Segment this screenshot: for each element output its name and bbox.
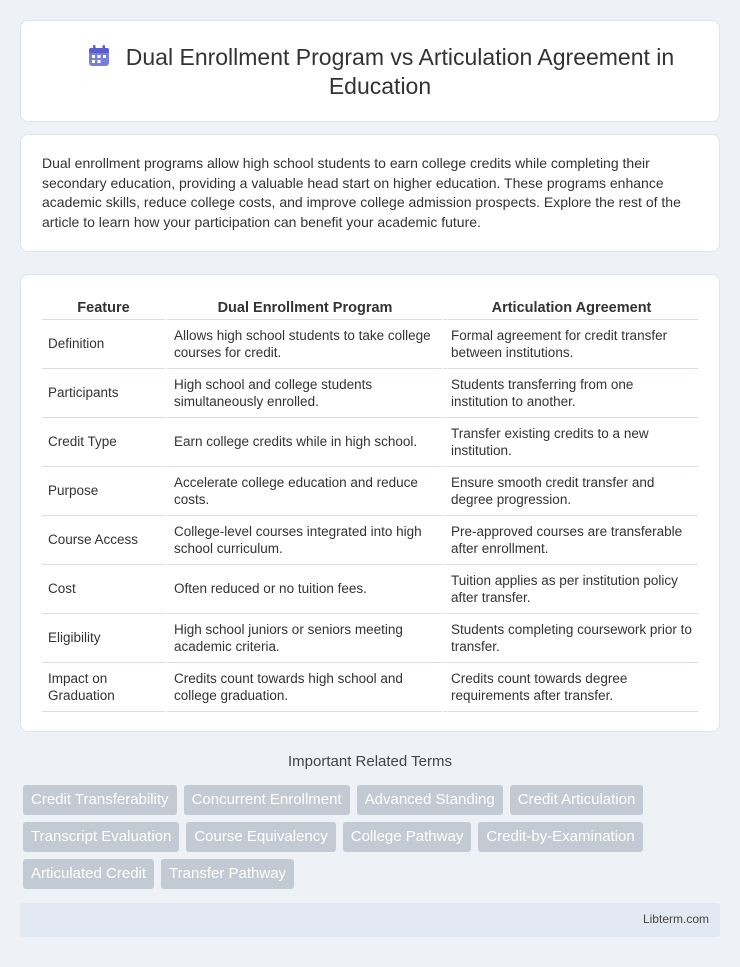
dual-enrollment-cell: College-level courses integrated into high school curriculum. xyxy=(165,516,442,565)
table-row xyxy=(42,320,698,369)
articulation-cell: Formal agreement for credit transfer between institutions. xyxy=(442,320,698,369)
header-dual-enrollment: Dual Enrollment Program xyxy=(165,296,442,320)
table-row xyxy=(42,565,698,614)
related-term-tag[interactable]: College Pathway xyxy=(343,822,472,852)
articulation-cell: Transfer existing credits to a new institution. xyxy=(442,418,698,467)
feature-cell: Credit Type xyxy=(42,418,165,467)
dual-enrollment-cell: Often reduced or no tuition fees. xyxy=(165,565,442,614)
comparison-table xyxy=(42,296,698,712)
feature-cell: Course Access xyxy=(42,516,165,565)
intro-text: Dual enrollment programs allow high school students to earn college credits while completing their secondary education, providing a valuable head start on higher education. These programs enhance academic skills, reduce college costs, and improve college admission prospects. Explore the rest of the article to learn how your participation can benefit your academic future. xyxy=(42,155,681,230)
related-terms-list xyxy=(23,785,703,889)
dual-enrollment-cell: High school and college students simultaneously enrolled. xyxy=(165,369,442,418)
comparison-card xyxy=(20,274,720,732)
footer xyxy=(20,903,720,937)
feature-cell: Participants xyxy=(42,369,165,418)
table-row xyxy=(42,663,698,712)
related-term-tag[interactable]: Course Equivalency xyxy=(186,822,335,852)
page-title: Dual Enrollment Program vs Articulation Agreement in Education xyxy=(125,44,675,99)
table-row xyxy=(42,516,698,565)
table-row xyxy=(42,614,698,663)
table-row xyxy=(42,369,698,418)
feature-cell: Eligibility xyxy=(42,614,165,663)
articulation-cell: Pre-approved courses are transferable after enrollment. xyxy=(442,516,698,565)
dual-enrollment-cell: Credits count towards high school and college graduation. xyxy=(165,663,442,712)
related-term-tag[interactable]: Transfer Pathway xyxy=(161,859,294,889)
related-term-tag[interactable]: Advanced Standing xyxy=(357,785,503,815)
related-term-tag[interactable]: Credit Transferability xyxy=(23,785,177,815)
dual-enrollment-cell: High school juniors or seniors meeting academic criteria. xyxy=(165,614,442,663)
articulation-cell: Credits count towards degree requirements after transfer. xyxy=(442,663,698,712)
table-row xyxy=(42,418,698,467)
page-title-wrap xyxy=(61,43,699,101)
dual-enrollment-cell: Allows high school students to take college courses for credit. xyxy=(165,320,442,369)
feature-cell: Cost xyxy=(42,565,165,614)
articulation-cell: Ensure smooth credit transfer and degree progression. xyxy=(442,467,698,516)
footer-site-link[interactable]: Libterm.com xyxy=(642,912,709,926)
articulation-cell: Students transferring from one institution to another. xyxy=(442,369,698,418)
related-terms-title: Important Related Terms xyxy=(288,753,452,770)
articulation-cell: Tuition applies as per institution policy after transfer. xyxy=(442,565,698,614)
feature-cell: Purpose xyxy=(42,467,165,516)
related-term-tag[interactable]: Credit Articulation xyxy=(510,785,644,815)
table-row xyxy=(42,467,698,516)
articulation-cell: Students completing coursework prior to transfer. xyxy=(442,614,698,663)
related-term-tag[interactable]: Transcript Evaluation xyxy=(23,822,179,852)
related-term-tag[interactable]: Articulated Credit xyxy=(23,859,154,889)
header-feature: Feature xyxy=(42,296,165,320)
related-term-tag[interactable]: Credit-by-Examination xyxy=(478,822,642,852)
calendar-icon xyxy=(86,43,112,69)
dual-enrollment-cell: Accelerate college education and reduce costs. xyxy=(165,467,442,516)
intro-card xyxy=(20,134,720,252)
table-header-row xyxy=(42,296,698,320)
feature-cell: Impact on Graduation xyxy=(42,663,165,712)
related-term-tag[interactable]: Concurrent Enrollment xyxy=(184,785,350,815)
header-articulation: Articulation Agreement xyxy=(442,296,698,320)
dual-enrollment-cell: Earn college credits while in high school. xyxy=(165,418,442,467)
feature-cell: Definition xyxy=(42,320,165,369)
header-card xyxy=(20,20,720,122)
